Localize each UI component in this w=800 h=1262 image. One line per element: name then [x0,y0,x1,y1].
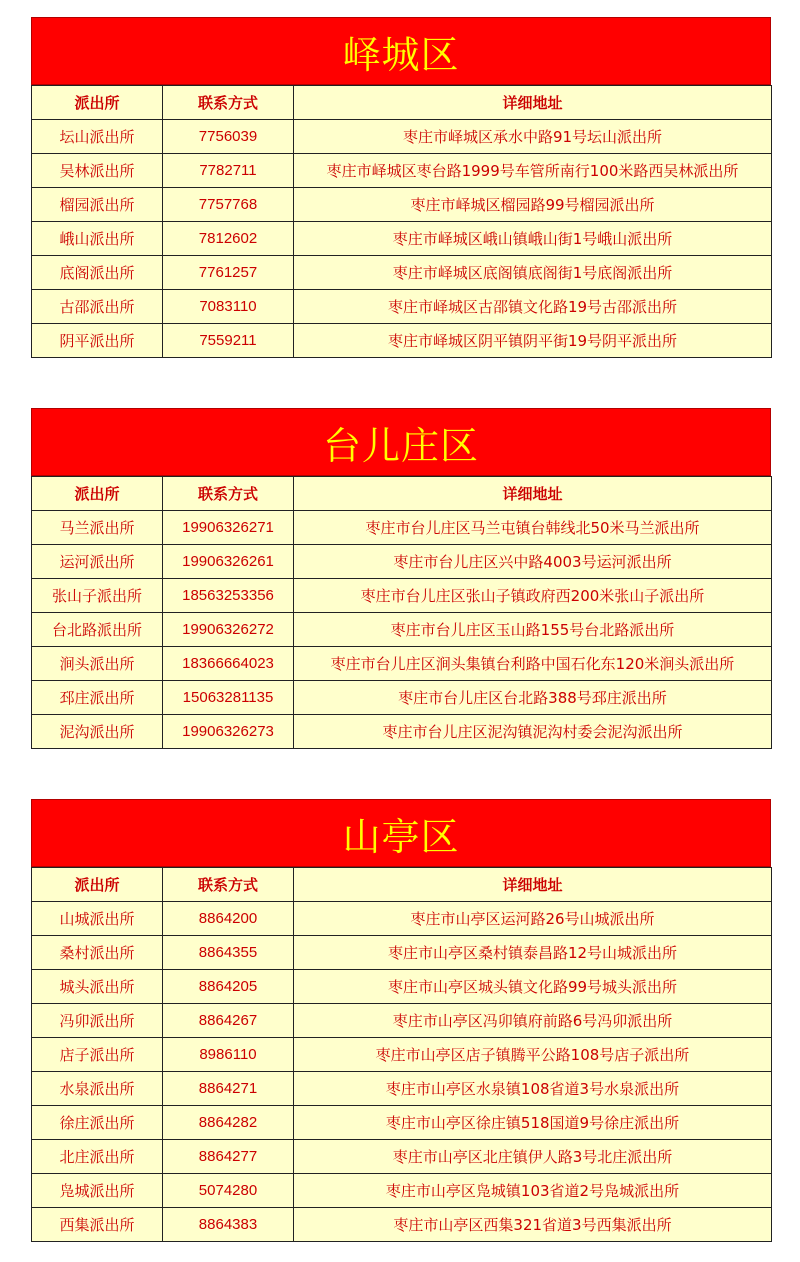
phone-cell: 5074280 [163,1174,294,1208]
header-phone: 联系方式 [163,868,294,902]
table-row [32,1174,772,1208]
table-row [32,324,772,358]
phone-cell: 18563253356 [163,579,294,613]
address-cell: 枣庄市峄城区承水中路91号坛山派出所 [294,120,772,154]
table-row [32,970,772,1004]
station-name-cell: 冯卯派出所 [32,1004,163,1038]
address-cell: 枣庄市台儿庄区泥沟镇泥沟村委会泥沟派出所 [294,715,772,749]
district-section-yicheng [31,17,771,358]
station-name-cell: 泥沟派出所 [32,715,163,749]
address-cell: 枣庄市峄城区枣台路1999号车管所南行100米路西吴林派出所 [294,154,772,188]
station-name-cell: 徐庄派出所 [32,1106,163,1140]
table-row [32,1106,772,1140]
header-station: 派出所 [32,477,163,511]
address-cell: 枣庄市山亭区西集321省道3号西集派出所 [294,1208,772,1242]
address-cell: 枣庄市山亭区凫城镇103省道2号凫城派出所 [294,1174,772,1208]
table-row [32,511,772,545]
phone-cell: 19906326273 [163,715,294,749]
table-row [32,222,772,256]
table-row [32,154,772,188]
table-row [32,613,772,647]
address-cell: 枣庄市山亭区冯卯镇府前路6号冯卯派出所 [294,1004,772,1038]
district-title: 峄城区 [31,17,771,85]
address-cell: 枣庄市台儿庄区玉山路155号台北路派出所 [294,613,772,647]
station-name-cell: 店子派出所 [32,1038,163,1072]
station-name-cell: 马兰派出所 [32,511,163,545]
district-section-shanting [31,799,771,1242]
table-row [32,715,772,749]
table-row [32,647,772,681]
station-name-cell: 阴平派出所 [32,324,163,358]
phone-cell: 8864271 [163,1072,294,1106]
address-cell: 枣庄市台儿庄区张山子镇政府西200米张山子派出所 [294,579,772,613]
phone-cell: 7757768 [163,188,294,222]
header-station: 派出所 [32,868,163,902]
address-cell: 枣庄市峄城区阴平镇阴平街19号阴平派出所 [294,324,772,358]
station-name-cell: 山城派出所 [32,902,163,936]
station-name-cell: 张山子派出所 [32,579,163,613]
phone-cell: 7559211 [163,324,294,358]
address-cell: 枣庄市峄城区古邵镇文化路19号古邵派出所 [294,290,772,324]
table-row [32,1072,772,1106]
phone-cell: 19906326272 [163,613,294,647]
table-header-row [32,868,772,902]
header-phone: 联系方式 [163,477,294,511]
district-section-taierzhuang [31,408,771,749]
phone-cell: 8864200 [163,902,294,936]
address-cell: 枣庄市山亭区徐庄镇518国道9号徐庄派出所 [294,1106,772,1140]
station-name-cell: 底阁派出所 [32,256,163,290]
table-header-row [32,86,772,120]
phone-cell: 7761257 [163,256,294,290]
phone-cell: 7812602 [163,222,294,256]
table-row [32,1004,772,1038]
address-cell: 枣庄市台儿庄区马兰屯镇台韩线北50米马兰派出所 [294,511,772,545]
header-address: 详细地址 [294,868,772,902]
address-cell: 枣庄市峄城区峨山镇峨山街1号峨山派出所 [294,222,772,256]
district-title: 台儿庄区 [31,408,771,476]
phone-cell: 8864267 [163,1004,294,1038]
phone-cell: 8864205 [163,970,294,1004]
phone-cell: 19906326271 [163,511,294,545]
address-cell: 枣庄市台儿庄区涧头集镇台利路中国石化东120米涧头派出所 [294,647,772,681]
address-cell: 枣庄市山亭区运河路26号山城派出所 [294,902,772,936]
station-name-cell: 桑村派出所 [32,936,163,970]
station-name-cell: 台北路派出所 [32,613,163,647]
district-title: 山亭区 [31,799,771,867]
address-cell: 枣庄市山亭区水泉镇108省道3号水泉派出所 [294,1072,772,1106]
table-row [32,902,772,936]
phone-cell: 15063281135 [163,681,294,715]
table-row [32,1038,772,1072]
station-name-cell: 城头派出所 [32,970,163,1004]
station-name-cell: 北庄派出所 [32,1140,163,1174]
address-cell: 枣庄市山亭区桑村镇泰昌路12号山城派出所 [294,936,772,970]
header-phone: 联系方式 [163,86,294,120]
header-station: 派出所 [32,86,163,120]
station-name-cell: 邳庄派出所 [32,681,163,715]
phone-cell: 7083110 [163,290,294,324]
table-row [32,256,772,290]
phone-cell: 18366664023 [163,647,294,681]
address-cell: 枣庄市台儿庄区兴中路4003号运河派出所 [294,545,772,579]
phone-cell: 7756039 [163,120,294,154]
station-name-cell: 水泉派出所 [32,1072,163,1106]
table-header-row [32,477,772,511]
table-row [32,681,772,715]
address-cell: 枣庄市峄城区底阁镇底阁街1号底阁派出所 [294,256,772,290]
phone-cell: 8986110 [163,1038,294,1072]
table-row [32,936,772,970]
table-row [32,290,772,324]
station-name-cell: 运河派出所 [32,545,163,579]
table-row [32,120,772,154]
station-name-cell: 涧头派出所 [32,647,163,681]
address-cell: 枣庄市山亭区城头镇文化路99号城头派出所 [294,970,772,1004]
header-address: 详细地址 [294,86,772,120]
station-name-cell: 西集派出所 [32,1208,163,1242]
station-name-cell: 凫城派出所 [32,1174,163,1208]
station-name-cell: 坛山派出所 [32,120,163,154]
table-row [32,188,772,222]
phone-cell: 8864277 [163,1140,294,1174]
phone-cell: 19906326261 [163,545,294,579]
station-name-cell: 吴林派出所 [32,154,163,188]
address-cell: 枣庄市台儿庄区台北路388号邳庄派出所 [294,681,772,715]
phone-cell: 7782711 [163,154,294,188]
address-cell: 枣庄市山亭区店子镇腾平公路108号店子派出所 [294,1038,772,1072]
address-cell: 枣庄市山亭区北庄镇伊人路3号北庄派出所 [294,1140,772,1174]
phone-cell: 8864383 [163,1208,294,1242]
table-row [32,545,772,579]
station-name-cell: 榴园派出所 [32,188,163,222]
station-name-cell: 峨山派出所 [32,222,163,256]
address-cell: 枣庄市峄城区榴园路99号榴园派出所 [294,188,772,222]
table-row [32,579,772,613]
station-table [31,867,772,1242]
station-table [31,476,772,749]
phone-cell: 8864355 [163,936,294,970]
table-row [32,1208,772,1242]
phone-cell: 8864282 [163,1106,294,1140]
header-address: 详细地址 [294,477,772,511]
station-table [31,85,772,358]
station-name-cell: 古邵派出所 [32,290,163,324]
table-row [32,1140,772,1174]
